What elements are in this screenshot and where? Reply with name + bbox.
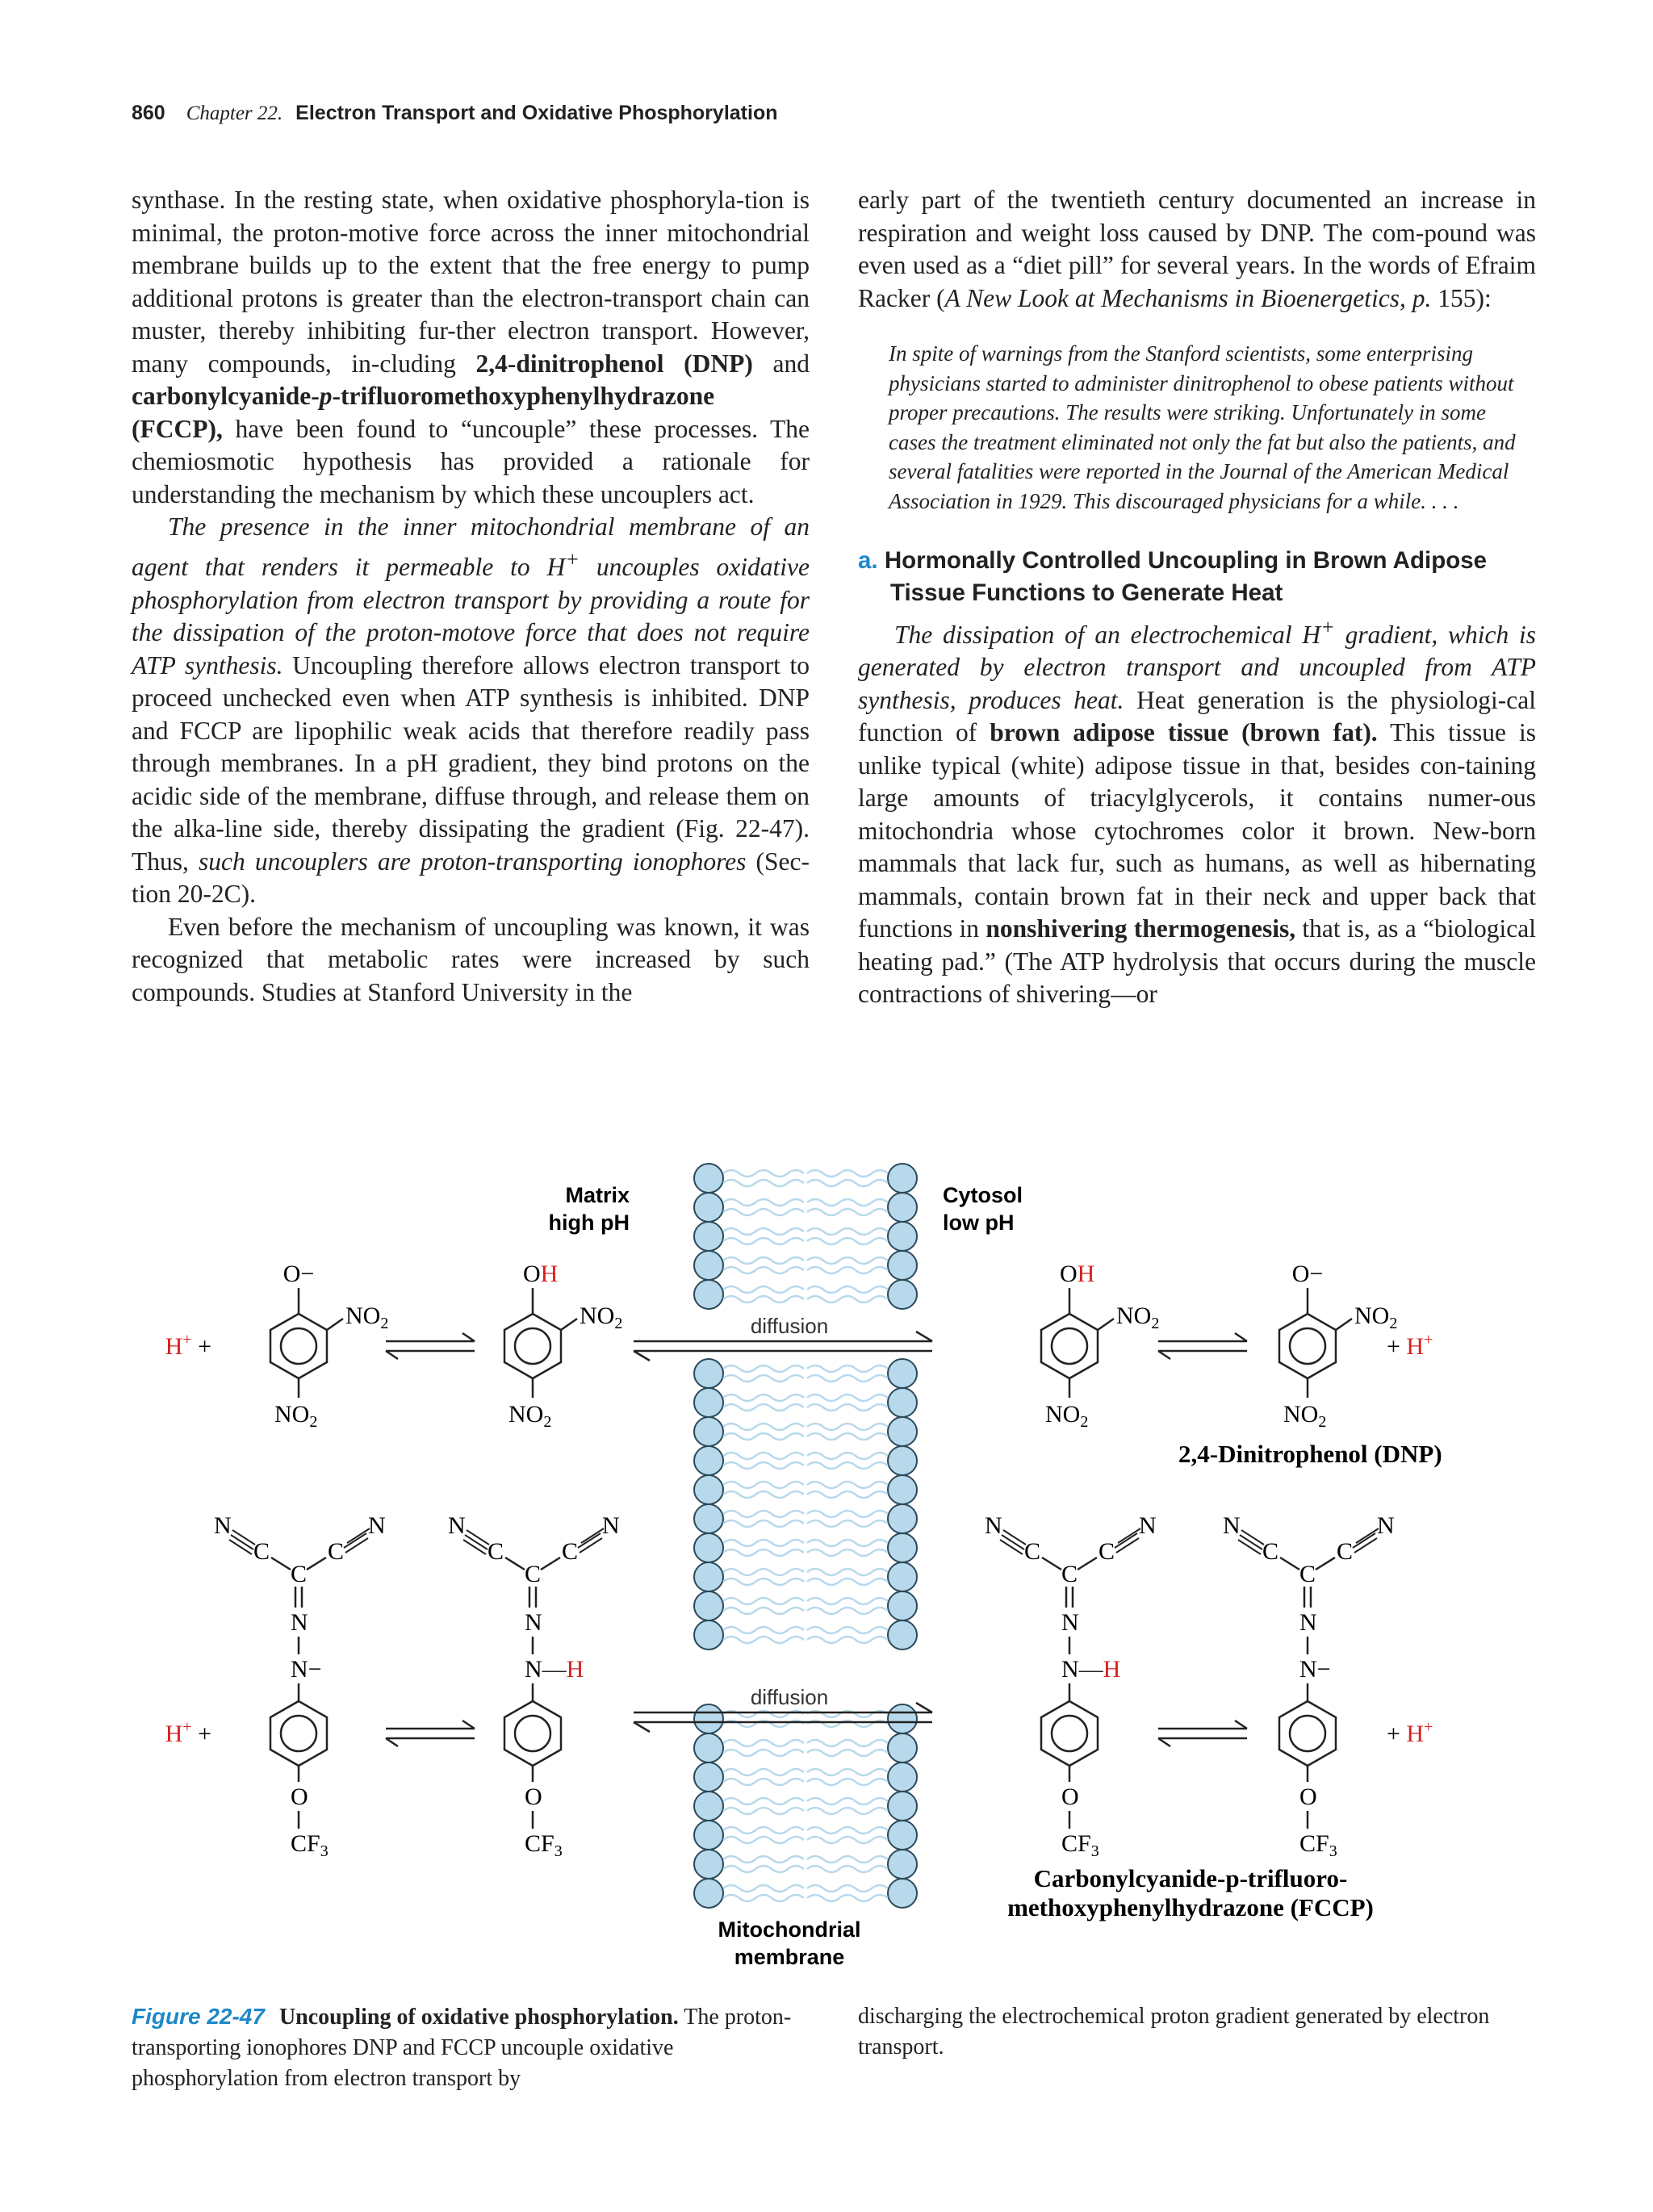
svg-text:CF3: $CF_3$ <box>1061 1830 1099 1860</box>
paragraph: early part of the twentieth century documented an increase in respiration and weight loss caused by DNP. The com-pound was even used as a “diet pill” for several years. In the words of Efraim Racker (A New Look at Mechanisms in Bioenergetics, p. 155): <box>858 186 1536 312</box>
equilibrium-arrow <box>1158 1721 1247 1746</box>
paragraph: The presence in the inner mitochondrial membrane of an agent that renders it permeable to H+ uncouples oxidative phosphorylation from electron transport by providing a route for the dissipation of the proton-motove force that does not require ATP synthesis. Uncoupling therefore allows electron transport to proceed unchecked even when ATP synthesis is inhibited. DNP and FCCP are lipophilic weak acids that therefore readily pass through membranes. In a pH gradient, they bind protons on the acidic side of the membrane, diffuse through, and release them on the alka-line side, thereby dissipating the gradient (Fig. 22-47). Thus, such uncouplers are proton-transporting ionophores (Sec-tion 20-2C). <box>132 512 810 908</box>
fccp-name-line1: Carbonylcyanide-p-trifluoro- <box>1033 1864 1348 1892</box>
svg-text:NO2: $NO_2$ <box>508 1401 552 1431</box>
svg-text:N−: N− <box>1299 1656 1331 1683</box>
svg-text:C: C <box>488 1538 504 1565</box>
membrane-bilayer-upper <box>694 1164 917 1309</box>
svg-text:CF3: $CF_3$ <box>525 1830 563 1860</box>
svg-text:diffusion: diffusion <box>750 1685 829 1709</box>
svg-text:N: N <box>1299 1609 1317 1636</box>
membrane-label-2: membrane <box>734 1945 845 1969</box>
svg-text:C: C <box>253 1538 270 1565</box>
svg-text:NO2: $NO_2$ <box>1354 1303 1398 1332</box>
dnp-anion-matrix <box>270 1261 388 1431</box>
svg-text:O: O <box>291 1783 308 1810</box>
paragraph: Even before the mechanism of uncoupling was known, it was recognized that metabolic rates were increased by such compounds. Studies at Stanford University in the <box>132 912 810 1006</box>
fccp-neutral-cytosol <box>985 1512 1157 1860</box>
diffusion-arrow-dnp <box>634 1314 932 1361</box>
running-header <box>132 102 778 125</box>
cytosol-ph-label: low pH <box>943 1211 1015 1235</box>
svg-text:C: C <box>1024 1538 1041 1565</box>
svg-text:CF3: $CF_3$ <box>1299 1830 1337 1860</box>
svg-text:N: N <box>291 1609 308 1636</box>
svg-text:O−: O− <box>1291 1261 1324 1287</box>
svg-text:diffusion: diffusion <box>750 1314 829 1338</box>
proton-dnp-cytosol: + H+ <box>1387 1331 1433 1360</box>
svg-text:NO2: $NO_2$ <box>345 1303 389 1332</box>
svg-text:C: C <box>525 1561 542 1587</box>
figure-uncoupling-diagram <box>0 1130 1653 2001</box>
membrane-bilayer-middle <box>694 1359 917 1650</box>
left-column <box>132 184 810 1009</box>
matrix-label: Matrix <box>565 1183 630 1207</box>
svg-text:NO2: $NO_2$ <box>580 1303 623 1332</box>
svg-text:N: N <box>214 1512 232 1539</box>
svg-text:C: C <box>1299 1561 1316 1587</box>
svg-text:C: C <box>1099 1538 1115 1565</box>
dnp-name: 2,4-Dinitrophenol (DNP) <box>1178 1440 1442 1468</box>
dnp-anion-cytosol <box>1279 1261 1397 1431</box>
svg-text:O: O <box>1061 1783 1079 1810</box>
dnp-neutral-cytosol <box>1041 1261 1159 1431</box>
svg-text:O: O <box>525 1783 542 1810</box>
proton-fccp-matrix: H+ + <box>165 1718 211 1747</box>
svg-text:N: N <box>1061 1609 1079 1636</box>
svg-text:N: N <box>368 1512 386 1539</box>
svg-text:N: N <box>985 1512 1002 1539</box>
cytosol-label: Cytosol <box>943 1183 1023 1207</box>
svg-text:N: N <box>448 1512 466 1539</box>
equilibrium-arrow <box>386 1333 475 1359</box>
svg-text:C: C <box>328 1538 345 1565</box>
paragraph: synthase. In the resting state, when oxidative phosphoryla-tion is minimal, the proton-motive force across the inner mitochondrial membrane builds up to the extent that the free energy to pump additional protons is greater than the electron-transport chain can muster, thereby inhibiting fur-ther electron transport. However, many compounds, in-cluding 2,4-dinitrophenol (DNP) and carbonylcyanide-p-trifluoromethoxyphenylhydrazone (FCCP), have been found to “uncouple” these processes. The chemiosmotic hypothesis has provided a rationale for understanding the mechanism by which these uncouplers act. <box>132 186 810 508</box>
chapter-label: Chapter 22. <box>186 102 283 124</box>
dnp-neutral-matrix <box>504 1261 622 1431</box>
svg-text:O−: O− <box>282 1261 315 1287</box>
svg-text:CF3: $CF_3$ <box>291 1830 329 1860</box>
svg-text:N—H: N—H <box>525 1656 584 1683</box>
svg-text:C: C <box>291 1561 308 1587</box>
figure-title: Uncoupling of oxidative phosphorylation. <box>278 2005 679 2030</box>
proton-dnp-matrix: H+ + <box>165 1331 211 1360</box>
svg-text:NO2: $NO_2$ <box>1283 1401 1327 1431</box>
fccp-neutral-matrix <box>448 1512 620 1860</box>
svg-text:OH: OH <box>523 1261 559 1287</box>
proton-fccp-cytosol: + H+ <box>1387 1718 1433 1747</box>
membrane-bilayer-lower <box>694 1704 917 1908</box>
svg-text:NO2: $NO_2$ <box>274 1401 318 1431</box>
chapter-title: Electron Transport and Oxidative Phosphorylation <box>295 102 778 124</box>
section-heading: a. Hormonally Controlled Uncoupling in Brown Adipose Tissue Functions to Generate Heat <box>858 547 1488 606</box>
svg-text:N: N <box>602 1512 620 1539</box>
svg-text:N: N <box>1377 1512 1395 1539</box>
fccp-anion-cytosol <box>1223 1512 1395 1860</box>
paragraph: The dissipation of an electrochemical H+ gradient, which is generated by electron transport and uncoupled from ATP synthesis, produces heat. Heat generation is the physiologi-cal function of brown adipose tissue (brown fat). This tissue is unlike typical (white) adipose tissue in that, besides con-taining large amounts of triacylglycerols, it contains numer-ous mitochondria whose cytochromes color it brown. New-born mammals that lack fur, such as humans, as well as hibernating mammals, contain brown fat in their neck and upper back that functions in nonshivering thermogenesis, that is, as a “biological heating pad.” (The ATP hydrolysis that occurs during the muscle contractions of shivering—or <box>858 615 1537 1008</box>
figure-caption: Figure 22-47 Uncoupling of oxidative phosphorylation. The proton-transporting ionophores DNP and FCCP uncouple oxidative phosphorylation from electron transport by <box>132 2004 792 2091</box>
svg-text:N: N <box>1139 1512 1157 1539</box>
fccp-anion-matrix <box>214 1512 386 1860</box>
svg-text:OH: OH <box>1060 1261 1095 1287</box>
svg-text:N−: N− <box>291 1656 322 1683</box>
svg-text:N—H: N—H <box>1061 1656 1121 1683</box>
membrane-label: Mitochondrial <box>718 1917 861 1942</box>
block-quote: In spite of warnings from the Stanford scientists, some enterprising physicians started to administer dinitrophenol to obese patients without proper precautions. The results were striking. Unfortunately in some cases the treatment eliminated not only the fat but also the patients, and several fatalities were reported in the Journal of the American Medical Association in 1929. This discouraged physicians for a while. . . . <box>889 341 1516 513</box>
equilibrium-arrow <box>386 1721 475 1746</box>
equilibrium-arrow <box>1158 1333 1247 1359</box>
diffusion-arrow-fccp <box>634 1685 932 1732</box>
svg-text:N: N <box>525 1609 542 1636</box>
svg-text:C: C <box>1262 1538 1279 1565</box>
svg-text:O: O <box>1299 1783 1317 1810</box>
figure-caption-continued: discharging the electrochemical proton gradient generated by electron transport. <box>858 2004 1490 2059</box>
svg-text:N: N <box>1223 1512 1241 1539</box>
svg-text:NO2: $NO_2$ <box>1045 1401 1089 1431</box>
svg-text:C: C <box>562 1538 579 1565</box>
page-number: 860 <box>132 102 165 124</box>
right-column <box>858 184 1536 1011</box>
svg-text:NO2: $NO_2$ <box>1116 1303 1160 1332</box>
matrix-ph-label: high pH <box>548 1211 630 1235</box>
svg-text:C: C <box>1337 1538 1354 1565</box>
svg-text:C: C <box>1061 1561 1078 1587</box>
fccp-name-line2: methoxyphenylhydrazone (FCCP) <box>1007 1893 1374 1921</box>
figure-label: Figure 22-47 <box>132 2004 265 2029</box>
